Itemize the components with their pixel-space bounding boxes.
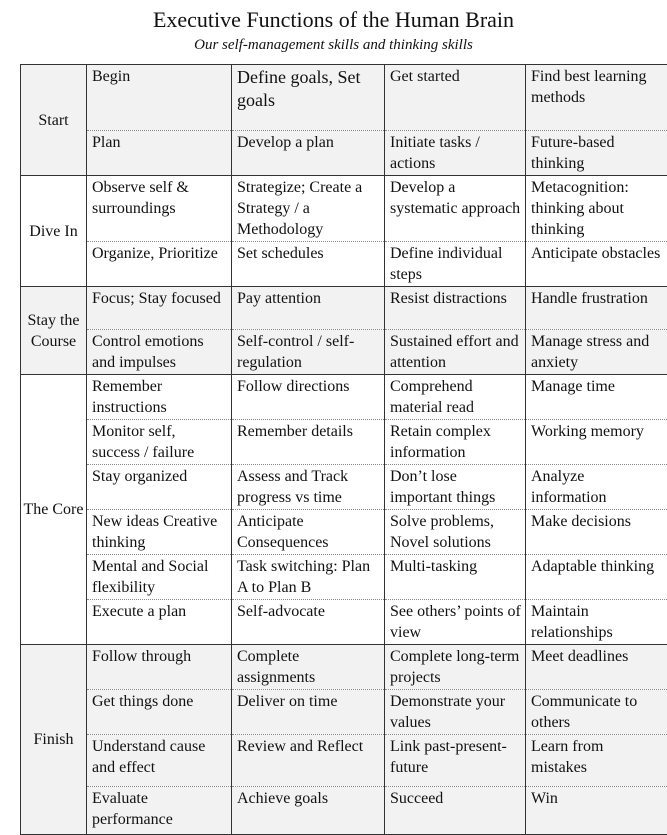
table-row: [21, 510, 667, 555]
table-cell: Communicate to others: [526, 690, 667, 735]
table-cell: Set schedules: [232, 242, 385, 287]
table-cell: Follow directions: [232, 375, 385, 420]
table-cell: Manage stress and anxiety: [526, 330, 667, 375]
table-row: [21, 555, 667, 600]
table-cell: Understand cause and effect: [87, 735, 232, 787]
table-cell: Succeed: [385, 787, 526, 835]
table-cell: Control emotions and impulses: [87, 330, 232, 375]
table-cell: Complete long-term projects: [385, 645, 526, 690]
table-row: [21, 787, 667, 835]
table-cell: Stay organized: [87, 465, 232, 510]
table-cell: Make decisions: [526, 510, 667, 555]
table-cell: Link past-present-future: [385, 735, 526, 787]
section-label-finish: Finish: [21, 645, 87, 835]
page-subtitle: Our self-management skills and thinking skills: [194, 37, 473, 53]
table-row: [21, 242, 667, 287]
table-row: [21, 420, 667, 465]
table-row: [21, 176, 667, 242]
section-label-start: Start: [21, 65, 87, 176]
table-row: [21, 465, 667, 510]
table-cell: Strategize; Create a Strategy / a Methodology: [232, 176, 385, 242]
table-cell: Anticipate Consequences: [232, 510, 385, 555]
table-cell: Remember details: [232, 420, 385, 465]
table-cell: Solve problems, Novel solutions: [385, 510, 526, 555]
table-cell: Observe self & surroundings: [87, 176, 232, 242]
table-cell: Resist distractions: [385, 287, 526, 330]
section-label-dive-in: Dive In: [21, 176, 87, 287]
table-cell: Find best learning methods: [526, 65, 667, 131]
table-row: [21, 65, 667, 131]
table-cell: Initiate tasks / actions: [385, 131, 526, 176]
section-label-the-core: The Core: [21, 375, 87, 645]
table-cell: Complete assignments: [232, 645, 385, 690]
table-cell: Plan: [87, 131, 232, 176]
table-cell: Pay attention: [232, 287, 385, 330]
table-cell: See others’ points of view: [385, 600, 526, 645]
table-cell: Remember instructions: [87, 375, 232, 420]
table-cell: Retain complex information: [385, 420, 526, 465]
table-cell: Self-control / self-regulation: [232, 330, 385, 375]
table-cell: Anticipate obstacles: [526, 242, 667, 287]
table-cell: Define goals, Set goals: [232, 65, 385, 131]
table-cell: Achieve goals: [232, 787, 385, 835]
table-cell: Organize, Prioritize: [87, 242, 232, 287]
table-cell: Sustained effort and attention: [385, 330, 526, 375]
table-row: [21, 330, 667, 375]
table-cell: Working memory: [526, 420, 667, 465]
table-cell: Metacognition: thinking about thinking: [526, 176, 667, 242]
table-cell: Develop a plan: [232, 131, 385, 176]
table-cell: Comprehend material read: [385, 375, 526, 420]
table-cell: Handle frustration: [526, 287, 667, 330]
table-row: [21, 131, 667, 176]
table-cell: Mental and Social flexibility: [87, 555, 232, 600]
table-row: [21, 735, 667, 787]
table-cell: Evaluate performance: [87, 787, 232, 835]
table-cell: Analyze information: [526, 465, 667, 510]
executive-functions-table: [20, 64, 667, 835]
table-cell: Assess and Track progress vs time: [232, 465, 385, 510]
table-row: [21, 375, 667, 420]
table-row: [21, 690, 667, 735]
table-cell: Win: [526, 787, 667, 835]
table-cell: New ideas Creative thinking: [87, 510, 232, 555]
section-label-stay-the-course: Stay the Course: [21, 287, 87, 375]
table-cell: Maintain relationships: [526, 600, 667, 645]
table-row: [21, 600, 667, 645]
table-cell: Task switching: Plan A to Plan B: [232, 555, 385, 600]
table-row: [21, 287, 667, 330]
table-cell: Get things done: [87, 690, 232, 735]
table-cell: Execute a plan: [87, 600, 232, 645]
table-cell: Follow through: [87, 645, 232, 690]
table-cell: Define individual steps: [385, 242, 526, 287]
table-cell: Don’t lose important things: [385, 465, 526, 510]
table-cell: Adaptable thinking: [526, 555, 667, 600]
table-cell: Learn from mistakes: [526, 735, 667, 787]
table-cell: Get started: [385, 65, 526, 131]
table-row: [21, 645, 667, 690]
page-title: Executive Functions of the Human Brain: [152, 7, 515, 32]
table-cell: Deliver on time: [232, 690, 385, 735]
table-cell: Review and Reflect: [232, 735, 385, 787]
table-cell: Begin: [87, 65, 232, 131]
table-cell: Demonstrate your values: [385, 690, 526, 735]
table-cell: Focus; Stay focused: [87, 287, 232, 330]
table-cell: Manage time: [526, 375, 667, 420]
table-cell: Self-advocate: [232, 600, 385, 645]
table-cell: Future-based thinking: [526, 131, 667, 176]
table-cell: Multi-tasking: [385, 555, 526, 600]
table-cell: Monitor self, success / failure: [87, 420, 232, 465]
table-cell: Develop a systematic approach: [385, 176, 526, 242]
table-cell: Meet deadlines: [526, 645, 667, 690]
